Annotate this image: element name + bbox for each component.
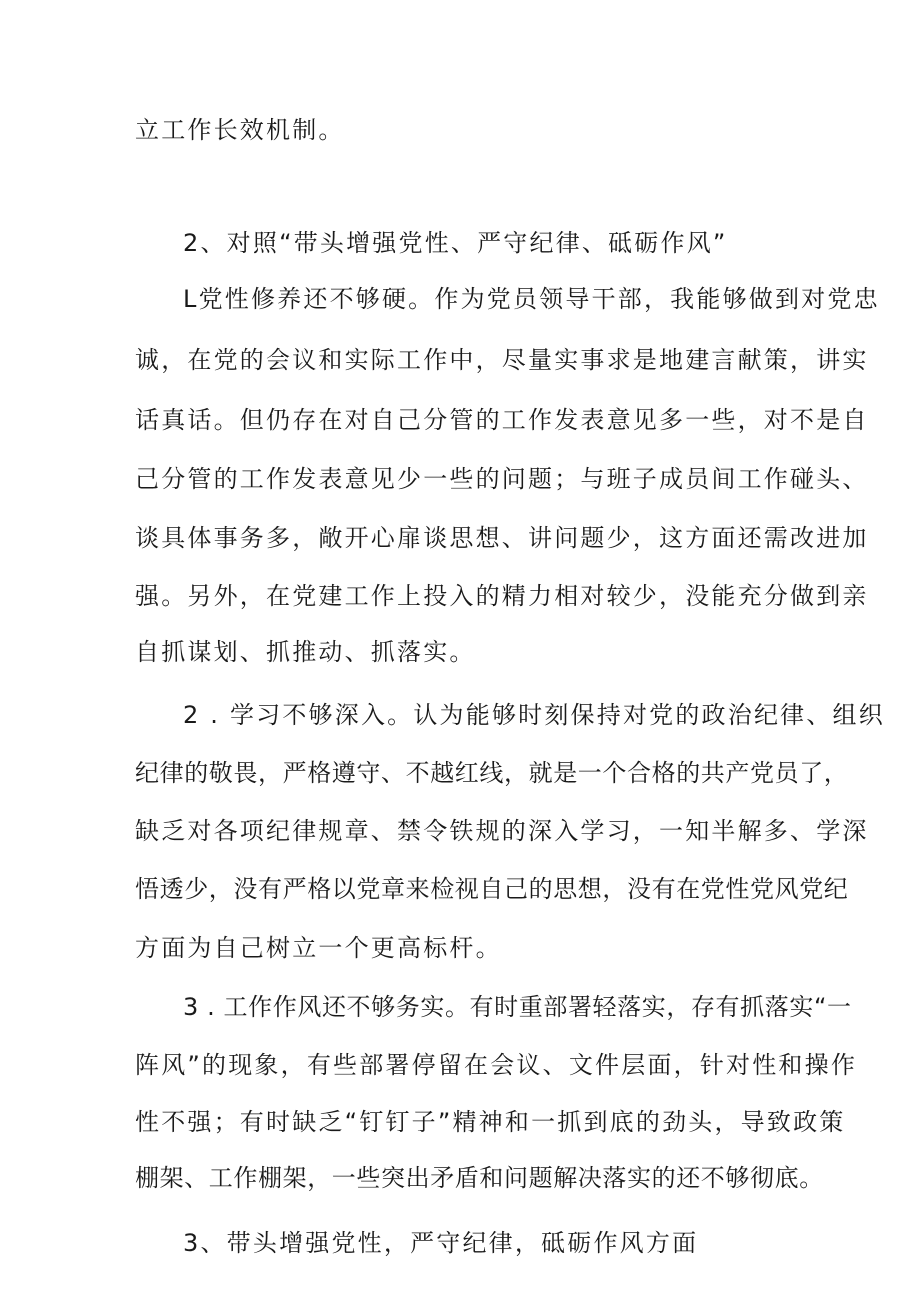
paragraph-line: 己分管的工作发表意见少一些的问题；与班子成员间工作碰头、 [135, 465, 869, 493]
paragraph-line: 话真话。但仍存在对自己分管的工作发表意见多一些，对不是自 [135, 406, 869, 434]
paragraph-line: 悟透少，没有严格以党章来检视自己的思想，没有在党性党风党纪 [135, 875, 849, 903]
paragraph-line: 缺乏对各项纪律规章、禁令铁规的深入学习，一知半解多、学深 [135, 817, 869, 845]
paragraph-line: 2 . 学习不够深入。认为能够时刻保持对党的政治纪律、组织 [183, 701, 885, 729]
paragraph-line: 诚，在党的会议和实际工作中，尽量实事求是地建言献策，讲实 [135, 346, 869, 374]
paragraph-line: 棚架、工作棚架，一些突出矛盾和问题解决落实的还不够彻底。 [135, 1164, 824, 1192]
paragraph-line: 方面为自己树立一个更高标杆。 [135, 934, 502, 962]
paragraph-line: 强。另外，在党建工作上投入的精力相对较少，没能充分做到亲 [135, 582, 869, 610]
paragraph-line: 3 . 工作作风还不够务实。有时重部署轻落实，存有抓落实“一 [183, 993, 852, 1021]
paragraph-line: 性不强；有时缺乏“钉钉子”精神和一抓到底的劲头，导致政策 [135, 1108, 846, 1136]
paragraph-line: 自抓谋划、抓推动、抓落实。 [135, 638, 476, 666]
paragraph-line: 阵风”的现象，有些部署停留在会议、文件层面，针对性和操作 [135, 1051, 858, 1079]
section-heading: 2、对照“带头增强党性、严守纪律、砥砺作风” [183, 229, 728, 257]
section-heading: 3、带头增强党性，严守纪律，砥砺作风方面 [183, 1229, 699, 1257]
paragraph-line: 立工作长效机制。 [135, 116, 345, 144]
paragraph-line: 谈具体事务多，敞开心扉谈思想、讲问题少，这方面还需改进加 [135, 524, 869, 552]
paragraph-line: 纪律的敬畏，严格遵守、不越红线，就是一个合格的共产党员了， [135, 759, 849, 787]
paragraph-line: L党性修养还不够硬。作为党员领导干部，我能够做到对党忠 [183, 285, 880, 313]
